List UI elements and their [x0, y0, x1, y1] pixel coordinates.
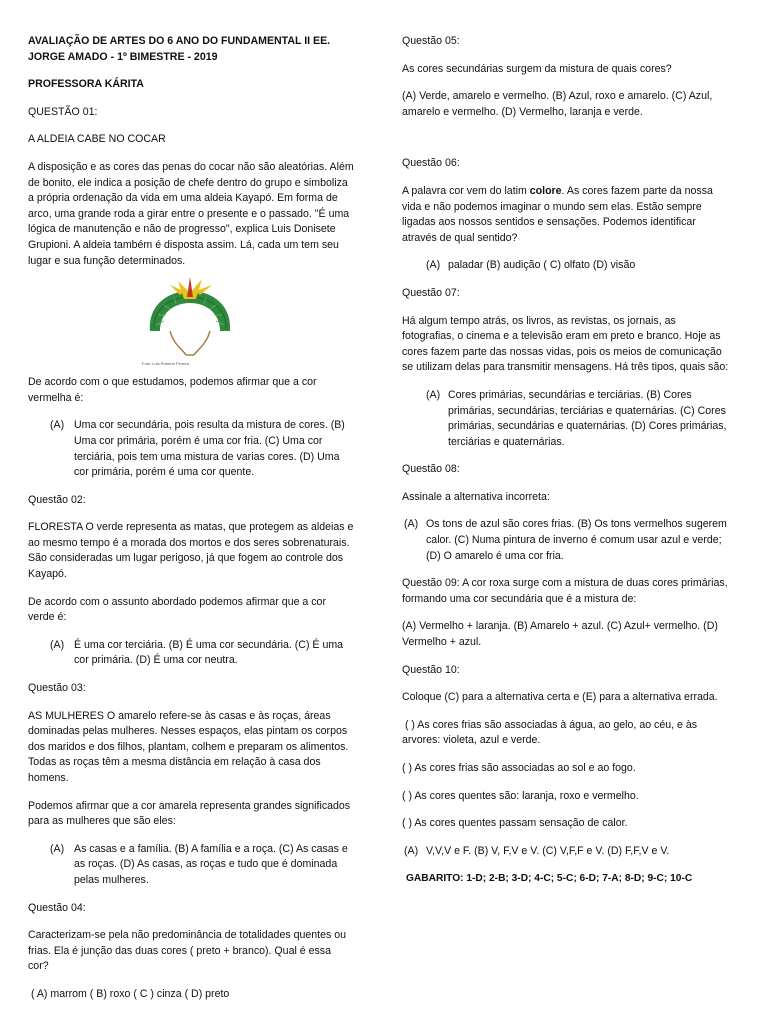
options-text: Uma cor secundária, pois resulta da mistura de cores. (B) Uma cor primária, porém é uma cor fria. (C) Uma cor terciária, pois tem uma mistura de varias cores. (D) Uma cor primária, porém é uma cor quente. [74, 419, 345, 479]
exam-header: AVALIAÇÃO DE ARTES DO 6 ANO DO FUNDAMENTAL II EE. JORGE AMADO - 1º BIMESTRE - 2019 [28, 35, 331, 63]
question-03-label: Questão 03: [28, 682, 86, 695]
option-letter: (A) [50, 842, 65, 855]
options-text: V,V,V e F. (B) V, F,V e V. (C) V,F,F e V. (D) F,F,V e V. [426, 844, 670, 857]
question-05-options: (A) Verde, amarelo e vermelho. (B) Azul, roxo e amarelo. (C) Azul, amarelo e vermelho. (D) Vermelho, laranja e verde. [402, 90, 713, 118]
question-08-options [402, 517, 730, 564]
options-text: paladar (B) audição ( C) olfato (D) visão [448, 259, 636, 272]
question-10-item-4: ( ) As cores quentes passam sensação de calor. [402, 817, 628, 830]
question-02-text: FLORESTA O verde representa as matas, que protegem as aldeias e ao mesmo tempo é a morada dos mortos e dos seres sobrenaturais. São consideradas um lugar perigoso, já que fogem ao controle dos Kayapó. [28, 521, 354, 581]
cocar-image [140, 275, 240, 367]
question-09-options: (A) Vermelho + laranja. (B) Amarelo + azul. (C) Azul+ vermelho. (D) Vermelho + azul. [402, 620, 718, 649]
left-column [28, 34, 354, 1015]
right-column [402, 34, 730, 899]
image-caption: Foto: Luis Roberto Pereira [142, 361, 189, 367]
question-07-label: Questão 07: [402, 286, 460, 299]
text-part: A palavra cor vem do latim [402, 184, 530, 197]
answer-key: GABARITO: 1-D; 2-B; 3-D; 4-C; 5-C; 6-D; 7-A; 8-D; 9-C; 10-C [406, 873, 693, 885]
question-08-label: Questão 08: [402, 463, 460, 476]
option-letter: (A) [426, 388, 441, 401]
option-letter: (A) [50, 419, 65, 432]
question-02-prompt: De acordo com o assunto abordado podemos afirmar que a cor verde é: [28, 595, 326, 624]
cocar-illustration [140, 275, 240, 367]
teacher-name: PROFESSORA KÁRITA [28, 78, 144, 91]
options-text: É uma cor terciária. (B) É uma cor secundária. (C) É uma cor primária. (D) É uma cor neutra. [74, 638, 344, 667]
question-10-instruction: Coloque (C) para a alternativa certa e (E) para a alternativa errada. [402, 691, 718, 704]
question-07-options [402, 388, 730, 450]
options-text: Os tons de azul são cores frias. (B) Os tons vermelhos sugerem calor. (C) Numa pintura de inverno é comum usar azul e verde; (D) O amarelo é uma cor fria. [426, 518, 727, 562]
question-01-options [28, 418, 354, 480]
question-01-text: A disposição e as cores das penas do cocar não são aleatórias. Além de bonito, ele indica a posição de chefe dentro do grupo e simboliza a própria ordenação da vida em uma aldeia Kayapó. Em forma de arco, uma grande roda a girar entre o presente e o passado. "É uma lógica de manutenção e não de progresso", explica Luis Donisete Grupioni. A aldeia também é disposta assim. Lá, cada um tem seu lugar e sua função determinados. [28, 160, 354, 267]
question-06-options [402, 258, 730, 274]
question-01-label: QUESTÃO 01: [28, 105, 98, 118]
question-08-text: Assinale a alternativa incorreta: [402, 490, 550, 503]
question-03-prompt: Podemos afirmar que a cor amarela representa grandes significados para as mulheres que são eles: [28, 799, 351, 828]
question-10-item-3: ( ) As cores quentes são: laranja, roxo e vermelho. [402, 789, 639, 802]
question-04-text: Caracterizam-se pela não predominância de totalidades quentes ou frias. Ela é junção das duas cores ( preto + branco). Qual é essa cor? [28, 929, 347, 973]
word-colore: colore [529, 184, 562, 197]
question-03-text: AS MULHERES O amarelo refere-se às casas e às roças, áreas dominadas pelas mulheres. Nesses espaços, elas pintam os corpos dos maridos e dos filhos, plantam, colhem e preparam os alimentos. Todas as roças têm a mesma distância em relação à casa dos homens. [28, 709, 349, 784]
question-03-options [28, 842, 354, 889]
question-10-options [402, 844, 730, 860]
question-07-text: Há algum tempo atrás, os livros, as revistas, os jornais, as fotografias, o cinema e a televisão eram em preto e branco. Hoje as cores fazem parte das nossas vidas, pois os meios de comunicação se utilizam delas para transmitir mensagens. Há três tipos, quais são: [402, 314, 729, 374]
question-01-title: A ALDEIA CABE NO COCAR [28, 133, 166, 146]
question-06-label: Questão 06: [402, 157, 460, 170]
option-letter: (A) [404, 844, 419, 857]
question-10-label: Questão 10: [402, 663, 460, 676]
option-letter: (A) [50, 638, 65, 651]
question-05-text: As cores secundárias surgem da mistura de quais cores? [402, 62, 672, 75]
question-05-label: Questão 05: [402, 35, 460, 47]
question-04-label: Questão 04: [28, 901, 86, 914]
question-02-options [28, 638, 354, 669]
question-10-item-2: ( ) As cores frias são associadas ao sol e ao fogo. [402, 762, 636, 774]
question-10-item-1: ( ) As cores frias são associadas à água, ao gelo, ao céu, e às arvores: violeta, azul e verde. [402, 718, 700, 747]
question-04-options: ( A) marrom ( B) roxo ( C ) cinza ( D) preto [28, 987, 230, 1000]
question-01-prompt: De acordo com o que estudamos, podemos afirmar que a cor vermelha é: [28, 376, 317, 404]
text-part: . As cores fazem parte da nossa vida e não podemos imaginar o mundo sem elas. Estão sempre ligadas aos nossos sentidos e sensações. Podemos identificar através de qual sentido? [402, 184, 713, 244]
question-02-label: Questão 02: [28, 493, 86, 506]
options-text: Cores primárias, secundárias e terciárias. (B) Cores primárias, secundárias, terciárias e quaternárias. (C) Cores primárias, secundárias e quaternárias. (D) Cores primárias, terciárias e quaternárias. [448, 388, 727, 448]
option-letter: (A) [426, 259, 441, 272]
options-text: As casas e a família. (B) A família e a roça. (C) As casas e as roças. (D) As casas, as roças e tudo que é dominada pelas mulheres. [74, 842, 348, 886]
option-letter: (A) [404, 518, 419, 531]
question-09-text: Questão 09: A cor roxa surge com a mistura de duas cores primárias, formando uma cor secundária que é a mistura de: [402, 577, 728, 605]
question-06-text [402, 184, 730, 246]
